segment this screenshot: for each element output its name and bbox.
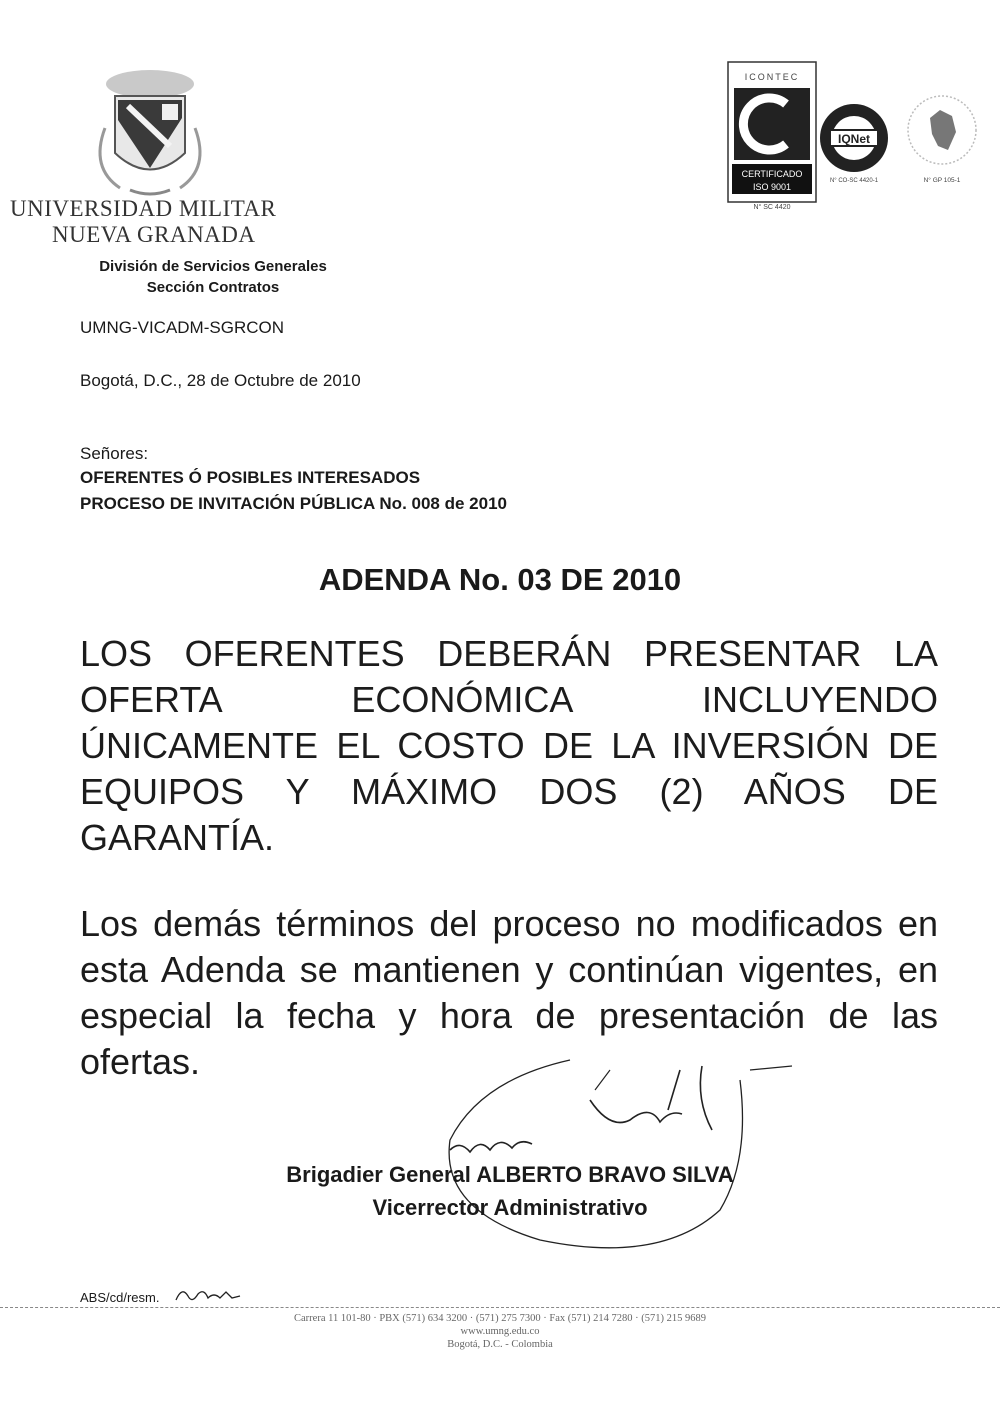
- iqnet-number: N° CO-SC 4420-1: [829, 178, 879, 184]
- gp-logo: [908, 96, 976, 184]
- university-name: [10, 196, 276, 248]
- icontec-logo: [728, 62, 816, 210]
- iqnet-logo: [820, 104, 888, 184]
- university-crest-logo: [70, 58, 230, 198]
- university-name-line2: NUEVA GRANADA: [52, 222, 256, 247]
- city-date: Bogotá, D.C., 28 de Octubre de 2010: [80, 371, 361, 390]
- initials-handwriting: [174, 1284, 244, 1306]
- document-initials: ABS/cd/resm.: [80, 1290, 160, 1305]
- main-paragraph: LOS OFERENTES DEBERÁN PRESENTAR LA OFERTA ECONÓMICA INCLUYENDO ÚNICAMENTE EL COSTO DE LA INVERSIÓN DE EQUIPOS Y MÁXIMO DOS (2) AÑOS DE GARANTÍA.: [80, 633, 938, 858]
- salutation: Señores:: [80, 444, 149, 463]
- footer-address: Carrera 11 101-80 · PBX (571) 634 3200 · (571) 275 7300 · Fax (571) 214 7280 · (571) 215 9689: [294, 1313, 706, 1324]
- icontec-top-text: ICONTEC: [744, 72, 800, 82]
- secondary-paragraph: Los demás términos del proceso no modificados en esta Adenda se mantienen y continúan vigentes, en especial la fecha y hora de presentación de las ofertas.: [80, 903, 938, 1082]
- certificado-text: CERTIFICADO: [741, 169, 803, 179]
- footer-city: Bogotá, D.C. - Colombia: [447, 1339, 553, 1350]
- department-block: [78, 256, 348, 298]
- addendum-title: ADENDA No. 03 DE 2010: [318, 562, 682, 597]
- handwritten-signature: [420, 1040, 800, 1260]
- university-name-line1: UNIVERSIDAD MILITAR: [10, 196, 277, 221]
- footer-divider: [0, 1307, 1000, 1308]
- footer-web: www.umng.edu.co: [460, 1326, 540, 1337]
- footer-contact: [0, 1312, 1000, 1351]
- addressee-line2: PROCESO DE INVITACIÓN PÚBLICA No. 008 de 2010: [80, 494, 507, 513]
- reference-code: UMNG-VICADM-SGRCON: [80, 318, 284, 337]
- signer-title: Vicerrector Administrativo: [372, 1195, 648, 1220]
- icontec-number: N° SC 4420: [753, 204, 791, 210]
- section-name: Sección Contratos: [146, 279, 280, 296]
- iso-text: ISO 9001: [752, 182, 792, 192]
- iqnet-label: IQNet: [837, 132, 871, 146]
- addressee-line1: OFERENTES Ó POSIBLES INTERESADOS: [80, 468, 421, 487]
- gp-number: N° GP 105-1: [923, 177, 961, 184]
- signer-name: Brigadier General ALBERTO BRAVO SILVA: [286, 1162, 734, 1187]
- division-name: División de Servicios Generales: [99, 258, 327, 275]
- certification-logos: [726, 60, 996, 210]
